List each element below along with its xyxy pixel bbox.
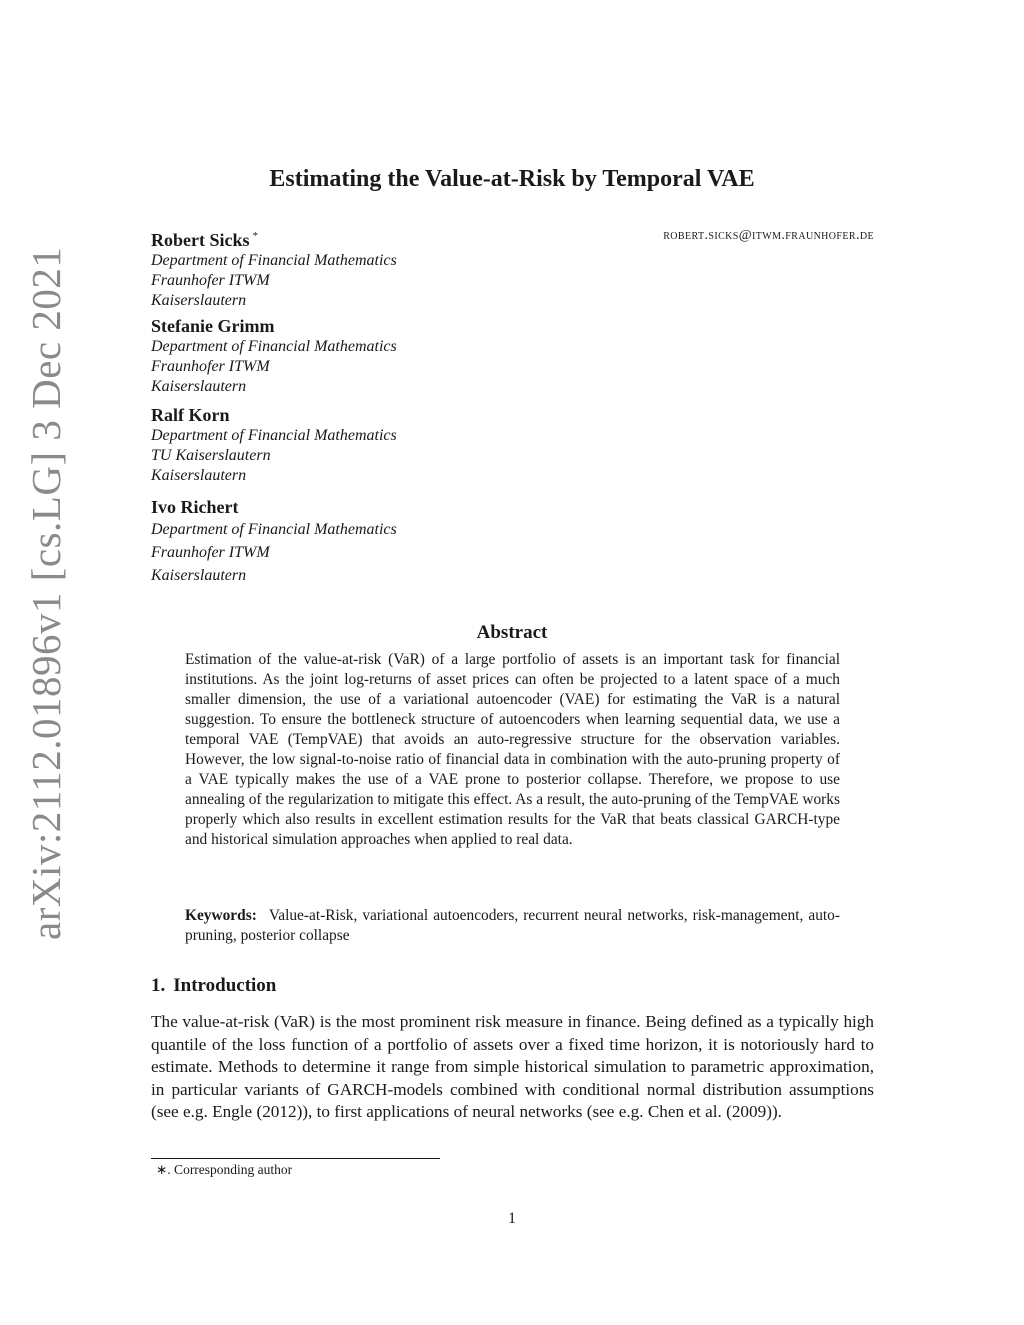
author-institute: Fraunhofer ITWM bbox=[151, 544, 270, 561]
author-block-3 bbox=[151, 404, 397, 486]
author-institute: Fraunhofer ITWM bbox=[151, 358, 270, 375]
author-department: Department of Financial Mathematics bbox=[151, 521, 397, 538]
footnote: ∗. Corresponding author bbox=[156, 1162, 293, 1177]
introduction-paragraph: The value-at-risk (VaR) is the most prominent risk measure in finance. Being defined as a typically high quantile of the loss function of a portfolio of assets over a fixed time horizon, it is notoriously hard to estimate. Methods to determine it range from simple historical simulation to parametric approximation, in particular variants of GARCH-models combined with conditional normal distribution assumptions (see e.g. Engle (2012)), to first applications of neural networks (see e.g. Chen et al. (2009)). bbox=[151, 1012, 874, 1122]
author-block-1 bbox=[151, 225, 397, 311]
author-city: Kaiserslautern bbox=[151, 567, 247, 584]
paper-title: Estimating the Value-at-Risk by Temporal VAE bbox=[269, 166, 755, 192]
abstract-text: Estimation of the value-at-risk (VaR) of a large portfolio of assets is an important task for financial institutions. As the joint log-returns of asset prices can often be projected to a latent space of a much smaller dimension, the use of a variational autoencoder (VAE) for estimating the VaR is a natural suggestion. To ensure the bottleneck structure of autoencoders when learning sequential data, we use a temporal VAE (TempVAE) that avoids an auto-regressive structure for the observation variables. However, the low signal-to-noise ratio of financial data in combination with the auto-pruning property of a VAE typically makes the use of a VAE prone to posterior collapse. Therefore, we propose to use annealing of the regularization to mitigate this effect. As a result, the auto-pruning of the TempVAE works properly which also results in excellent estimation results for the VaR that beats classical GARCH-type and historical simulation approaches when applied to real data. bbox=[185, 651, 840, 848]
page-number: 1 bbox=[508, 1210, 516, 1227]
author-city: Kaiserslautern bbox=[151, 292, 247, 309]
author-department: Department of Financial Mathematics bbox=[151, 427, 397, 444]
abstract-heading: Abstract bbox=[476, 622, 548, 643]
author-name: Ivo Richert bbox=[151, 497, 239, 517]
author-name: Robert Sicks * bbox=[151, 230, 258, 250]
author-institute: Fraunhofer ITWM bbox=[151, 272, 270, 289]
author-name: Stefanie Grimm bbox=[151, 316, 275, 336]
section-heading-introduction bbox=[151, 975, 276, 997]
arxiv-identifier-stamp: arXiv:2112.01896v1 [cs.LG] 3 Dec 2021 bbox=[23, 246, 69, 940]
keywords-line bbox=[185, 906, 840, 946]
author-department: Department of Financial Mathematics bbox=[151, 252, 397, 269]
author-city: Kaiserslautern bbox=[151, 378, 247, 395]
keywords-text: Value-at-Risk, variational autoencoders, recurrent neural networks, risk-management, auto-pruning, posterior collapse bbox=[185, 907, 840, 944]
author-department: Department of Financial Mathematics bbox=[151, 338, 397, 355]
keywords-label: Keywords: bbox=[185, 907, 257, 924]
author-block-4 bbox=[151, 496, 397, 587]
author-block-2 bbox=[151, 315, 397, 397]
author-city: Kaiserslautern bbox=[151, 467, 247, 484]
author-name: Ralf Korn bbox=[151, 405, 230, 425]
section-title: Introduction bbox=[173, 975, 277, 996]
author-institute: TU Kaiserslautern bbox=[151, 447, 271, 464]
section-number: 1. bbox=[151, 975, 166, 996]
footnote-divider bbox=[151, 1158, 440, 1159]
author-email[interactable]: robert.sicks@itwm.fraunhofer.de bbox=[663, 228, 874, 243]
corresponding-author-marker: * bbox=[252, 230, 258, 242]
